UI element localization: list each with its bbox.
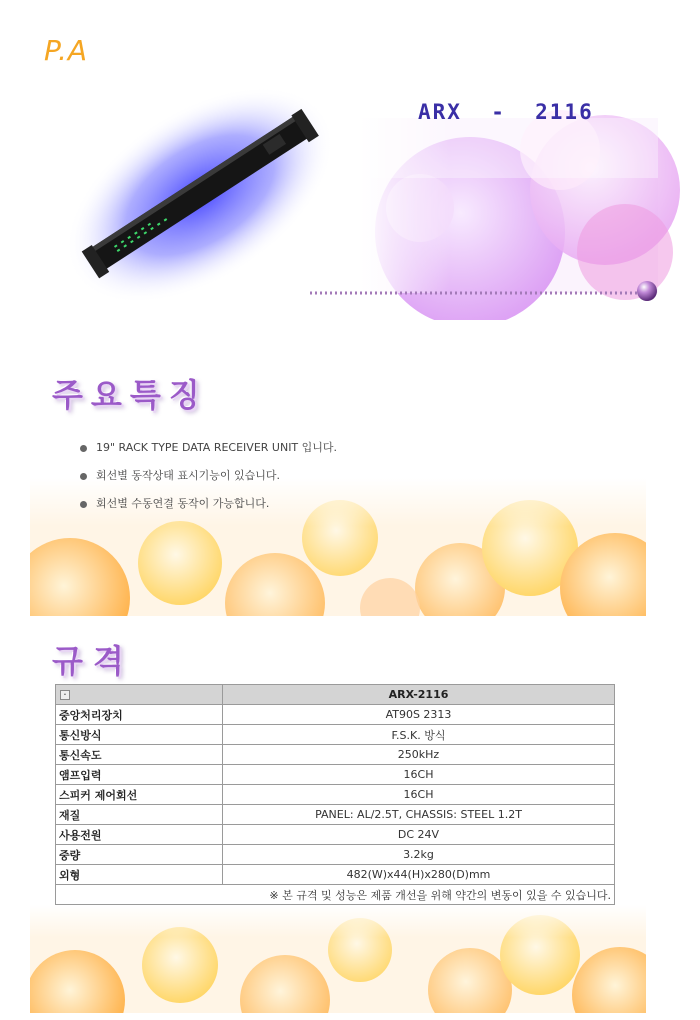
- table-row: 통신방식 F.S.K. 방식: [56, 725, 614, 744]
- feature-item: 회선별 동작상태 표시기능이 있습니다.: [80, 466, 337, 494]
- features-list: [80, 438, 337, 522]
- table-note-row: [56, 885, 614, 904]
- bullet-icon: [80, 445, 87, 452]
- spec-note: ※ 본 규격 및 성능은 제품 개선을 위해 약간의 변동이 있을 수 있습니다.: [56, 885, 614, 904]
- spec-table: [55, 684, 615, 905]
- divider-ball-icon: [637, 281, 657, 301]
- table-row: 사용전원 DC 24V: [56, 825, 614, 844]
- feature-item: 19" RACK TYPE DATA RECEIVER UNIT 입니다.: [80, 438, 337, 466]
- spec-title: 규격: [52, 642, 134, 680]
- table-row: 앰프입력 16CH: [56, 765, 614, 784]
- hero-banner: [0, 0, 700, 320]
- bullet-icon: [80, 501, 87, 508]
- orange-bubbles-decoration-bottom: [30, 905, 646, 1013]
- features-title: 주요특징: [52, 376, 208, 414]
- table-header-row: [56, 685, 614, 704]
- table-row: 스피커 제어회선 16CH: [56, 785, 614, 804]
- category-label: P.A: [44, 34, 89, 67]
- bullet-icon: [80, 473, 87, 480]
- purple-bubbles: [360, 110, 680, 320]
- table-row: 중량 3.2kg: [56, 845, 614, 864]
- table-row: 재질 PANEL: AL/2.5T, CHASSIS: STEEL 1.2T: [56, 805, 614, 824]
- table-row: 통신속도 250kHz: [56, 745, 614, 764]
- model-name: ARX - 2116: [418, 100, 594, 124]
- corner-icon: ·: [60, 690, 70, 700]
- table-row: 외형 482(W)x44(H)x280(D)mm: [56, 865, 614, 884]
- table-row: 중앙처리장치 AT90S 2313: [56, 705, 614, 724]
- header-model: ARX-2116: [223, 685, 614, 704]
- feature-item: 회선별 수동연결 동작이 가능합니다.: [80, 494, 337, 522]
